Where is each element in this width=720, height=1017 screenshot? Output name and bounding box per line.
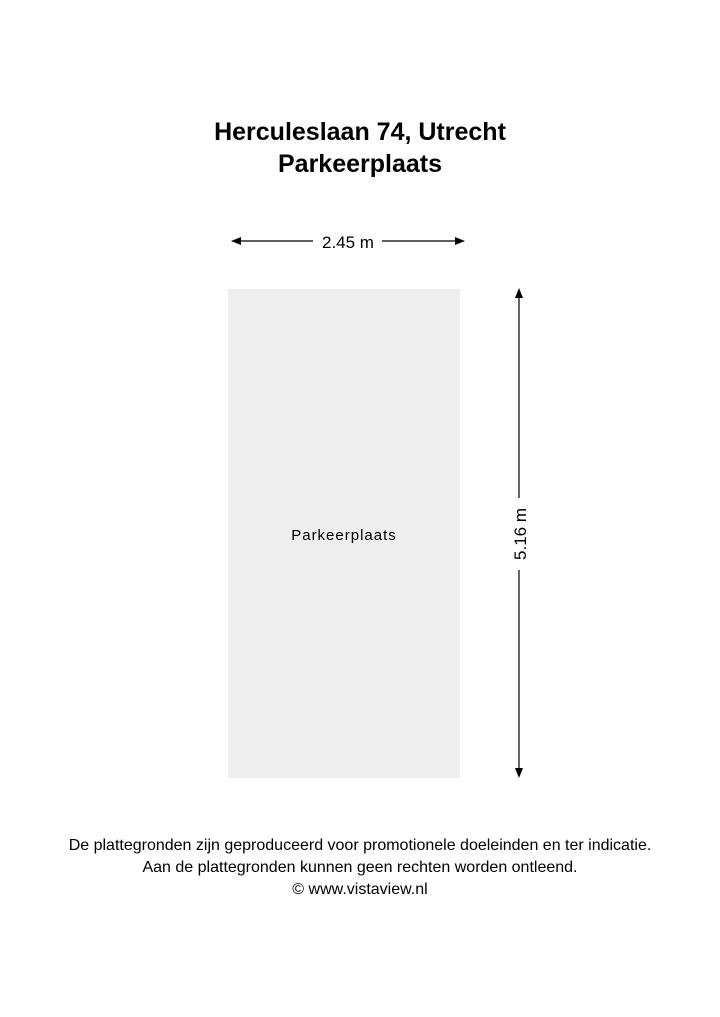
disclaimer-line-1: De plattegronden zijn geproduceerd voor promotionele doeleinden en ter indicatie. [68,837,652,854]
plan-title-address: Herculeslaan 74, Utrecht [214,118,506,146]
plan-title-floor: Parkeerplaats [277,150,442,178]
length-dimension [511,288,530,778]
length-label: 5.16 m [511,508,530,560]
width-dimension [231,233,465,252]
arrow-left-icon [231,237,241,245]
arrow-up-icon [515,288,523,298]
room-label: Parkeerplaats [291,527,397,544]
arrow-down-icon [515,768,523,778]
arrow-right-icon [455,237,465,245]
width-label: 2.45 m [322,233,374,252]
disclaimer-line-2: Aan de plattegronden kunnen geen rechten worden ontleend. [142,859,578,876]
copyright-link[interactable]: © www.vistaview.nl [292,881,428,898]
